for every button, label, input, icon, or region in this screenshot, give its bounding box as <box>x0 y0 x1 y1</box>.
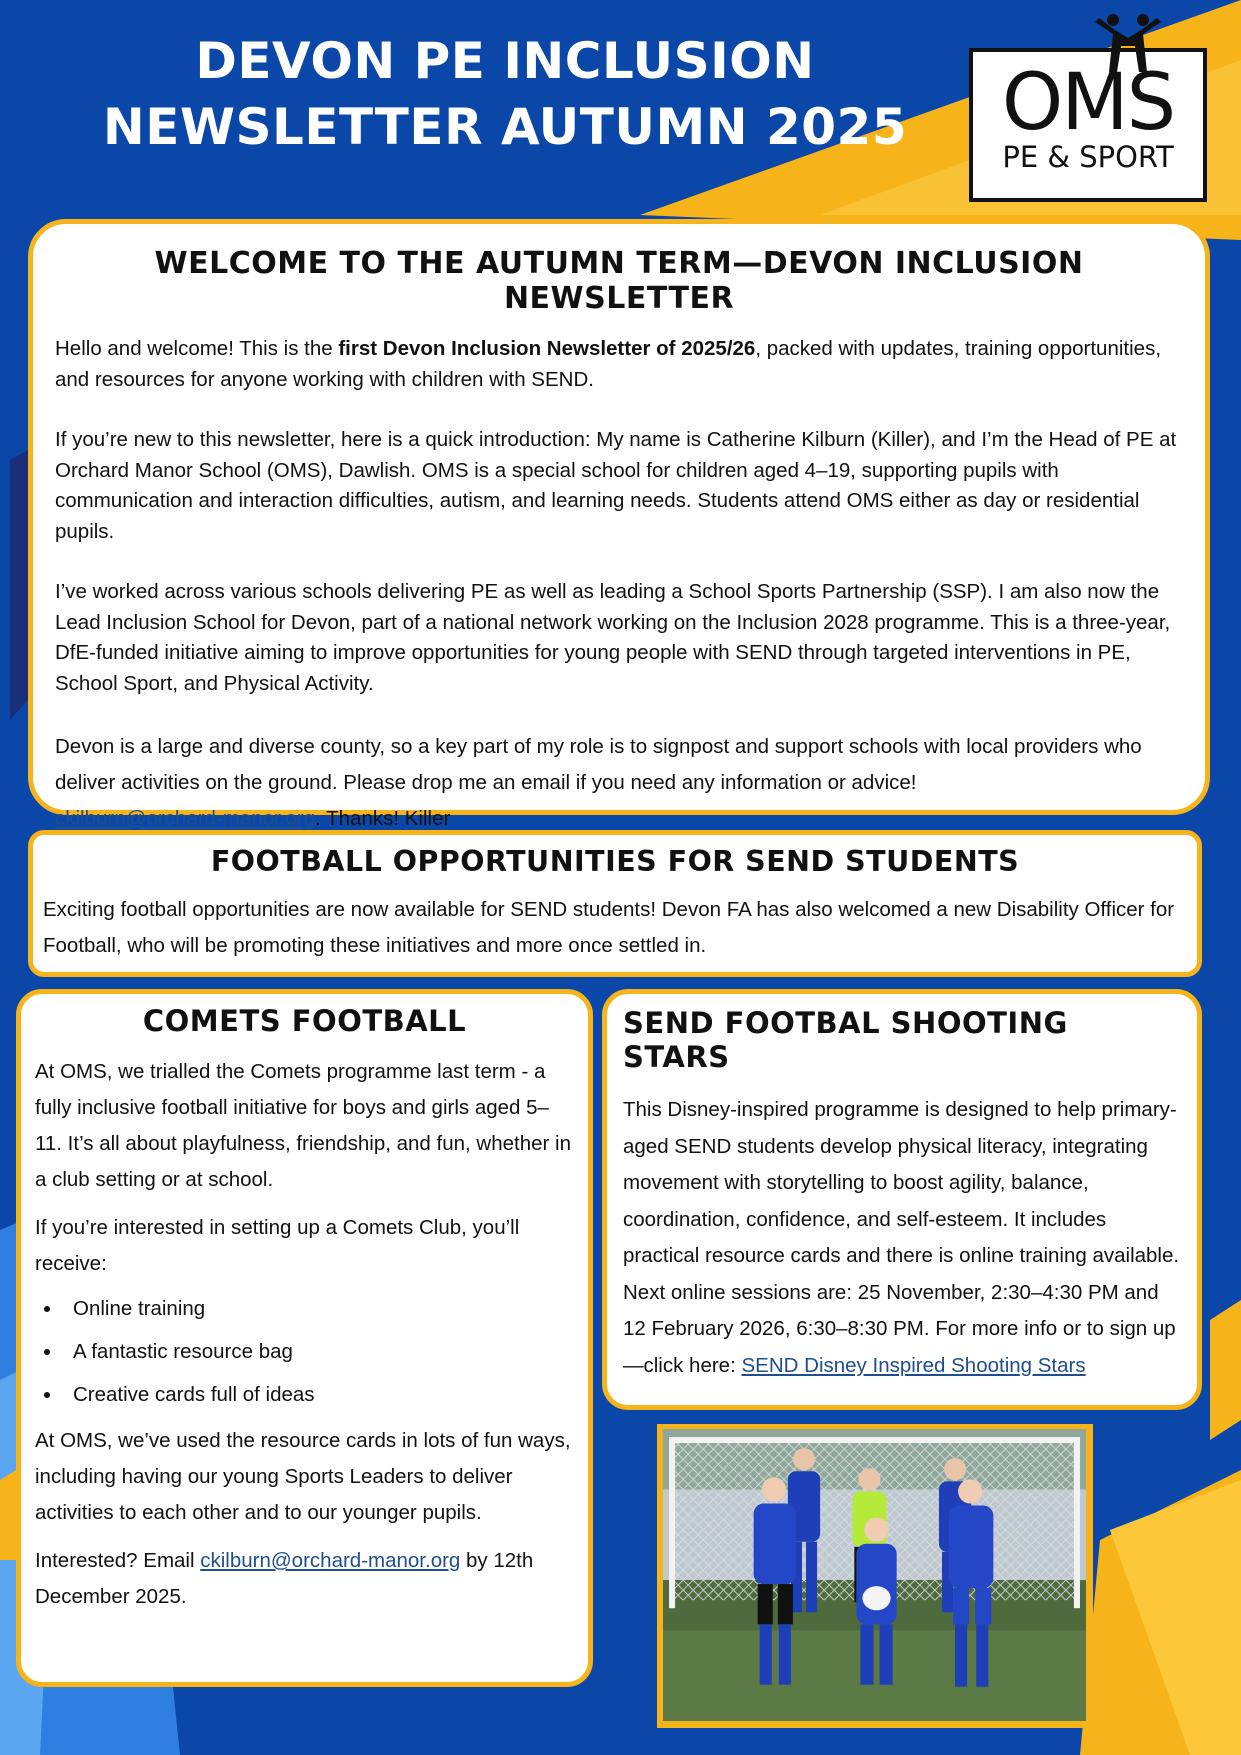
welcome-p1-bold: first Devon Inclusion Newsletter of 2025/26 <box>338 337 756 360</box>
list-item: • Online training <box>63 1294 574 1324</box>
welcome-paragraph-2: If you’re new to this newsletter, here is a quick introduction: My name is Catherine Kilburn (Killer), and I’m the Head of PE at Orchard Manor School (OMS), Dawlish. OMS is a special school for children aged 4–19, supporting pupils with communication and interaction difficulties, autism, and learning needs. Students attend OMS either as day or residential pupils. <box>55 428 1177 543</box>
comets-p4-rest: by 12th December 2025. <box>35 1549 534 1608</box>
welcome-p4-text: Devon is a large and diverse county, so a key part of my role is to signpost and support schools with local providers who deliver activities on the ground. Please drop me an email if you need any information or advice! <box>55 735 1142 794</box>
list-item: • A fantastic resource bag <box>63 1337 574 1367</box>
comets-paragraph-1: At OMS, we trialled the Comets programme last term - a fully inclusive football initiative for boys and girls aged 5–11. It’s all about playfulness, friendship, and fun, whether in a club setting or at school. <box>35 1060 571 1191</box>
football-opportunities-card <box>28 830 1202 977</box>
comets-benefits-list <box>35 1294 574 1410</box>
team-photo-frame <box>657 1424 1093 1728</box>
list-item: • Creative cards full of ideas <box>63 1380 574 1410</box>
football-heading: FOOTBALL OPPORTUNITIES FOR SEND STUDENTS <box>210 845 1020 878</box>
newsletter-title <box>90 28 920 160</box>
football-body: Exciting football opportunities are now available for SEND students! Devon FA has also welcomed a new Disability Officer for Football, who will be promoting these initiatives and more once settled in. <box>43 898 1175 957</box>
comets-football-card <box>16 989 593 1687</box>
welcome-email-link[interactable]: ckilburn@orchard-manor.org <box>55 807 316 830</box>
stars-heading: SEND FOOTBAL SHOOTING STARS <box>623 1006 1068 1074</box>
welcome-heading: WELCOME TO THE AUTUMN TERM—DEVON INCLUSION NEWSLETTER <box>154 246 1084 316</box>
welcome-paragraph-4 <box>55 729 1183 837</box>
welcome-p1-rest: , packed with updates, training opportunities, and resources for anyone working with children with SEND. <box>55 337 1162 391</box>
comets-paragraph-4 <box>35 1543 574 1615</box>
stars-body <box>623 1092 1183 1384</box>
comets-paragraph-3: At OMS, we’ve used the resource cards in lots of fun ways, including having our young Sports Leaders to deliver activities to each other and to our younger pupils. <box>35 1429 571 1524</box>
title-line-1: DEVON PE INCLUSION <box>195 32 815 90</box>
welcome-paragraph-1 <box>55 334 1183 395</box>
stars-body-text: This Disney-inspired programme is designed to help primary-aged SEND students develop physical literacy, integrating movement with storytelling to boost agility, balance, coordination, confidence, and self-esteem. It includes practical resource cards and there is online training available. Next online sessions are: 25 November, 2:30–4:30 PM and 12 February 2026, 6:30–8:30 PM. For more info or to sign up—click here: <box>623 1098 1180 1377</box>
comets-p4-text: Interested? Email <box>35 1549 201 1572</box>
welcome-p1-text: Hello and welcome! This is the <box>55 337 339 360</box>
logo-subtitle: PE & SPORT <box>1002 140 1174 174</box>
title-line-2: NEWSLETTER AUTUMN 2025 <box>102 98 908 156</box>
logo-name: OMS <box>1001 58 1175 148</box>
comets-email-link[interactable]: ckilburn@orchard-manor.org <box>200 1549 461 1572</box>
comets-heading: COMETS FOOTBALL <box>142 1004 467 1038</box>
team-photo <box>663 1429 1086 1721</box>
oms-logo <box>969 48 1207 202</box>
two-figures-jumping-icon <box>1091 12 1165 78</box>
welcome-paragraph-3: I’ve worked across various schools delivering PE as well as leading a School Sports Partnership (SSP). I am also now the Lead Inclusion School for Devon, part of a national network working on the Inclusion 2028 programme. This is a three-year, DfE-funded initiative aiming to improve opportunities for young people with SEND through targeted interventions in PE, School Sport, and Physical Activity. <box>55 580 1171 695</box>
shooting-stars-link[interactable]: SEND Disney Inspired Shooting Stars <box>741 1353 1086 1377</box>
comets-paragraph-2: If you’re interested in setting up a Comets Club, you’ll receive: <box>35 1216 520 1275</box>
welcome-card <box>28 219 1210 830</box>
welcome-signoff: . Thanks! Killer <box>315 807 451 830</box>
shooting-stars-card <box>602 989 1202 1410</box>
